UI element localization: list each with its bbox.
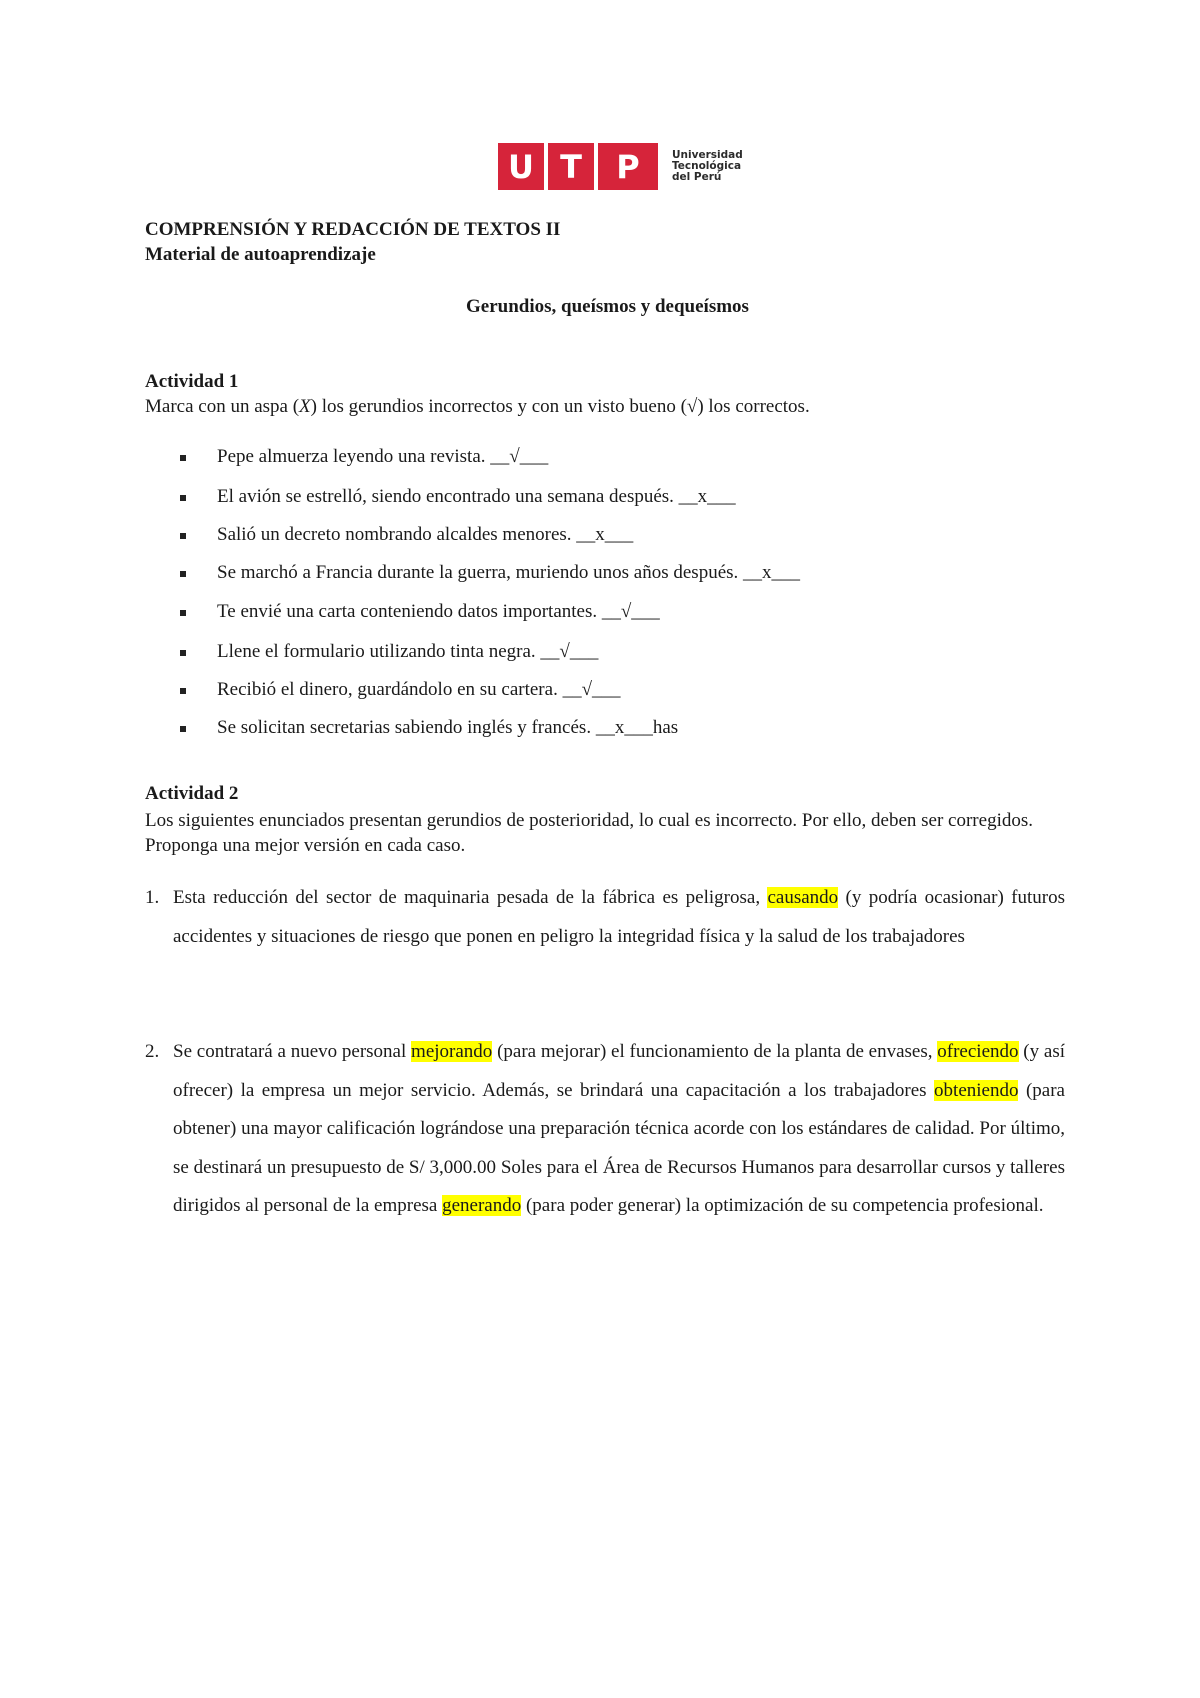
- bullet-icon: [180, 526, 192, 538]
- activity1-title: Actividad 1: [145, 371, 239, 392]
- item-text: Se contratará a nuevo personal: [173, 1041, 412, 1062]
- bullet-icon: [180, 719, 192, 731]
- instruction-part: Marca con un aspa (: [145, 396, 300, 417]
- instruction-part-x: X: [299, 396, 311, 417]
- logo-text-line: Universidad: [672, 149, 743, 161]
- highlighted-gerund: generando: [442, 1195, 522, 1216]
- item-text: (para mejorar) el funcionamiento de la planta de envases,: [492, 1041, 938, 1062]
- item-text: Esta reducción del sector de maquinaria pesada de la fábrica es peligrosa,: [173, 887, 768, 908]
- list-item: Recibió el dinero, guardándolo en su cartera. __√___: [217, 679, 621, 700]
- topic-heading: Gerundios, queísmos y dequeísmos: [466, 296, 749, 317]
- item-number: 2.: [145, 1041, 160, 1062]
- logo-wordmark: [672, 150, 743, 183]
- activity2-instruction: Los siguientes enunciados presentan gerundios de posterioridad, lo cual es incorrecto. Por ello, deben ser corregidos. Proponga una mejor versión en cada caso.: [145, 810, 1033, 856]
- instruction-part: ) los gerundios incorrectos y con un visto bueno (√) los correctos.: [310, 396, 810, 417]
- bullet-icon: [180, 643, 192, 655]
- activity1-instruction: [145, 396, 810, 418]
- logo-letter-p: P: [598, 143, 658, 190]
- highlighted-gerund: mejorando: [411, 1041, 493, 1062]
- logo-letter-u: U: [498, 143, 544, 190]
- bullet-icon: [180, 448, 192, 460]
- bullet-icon: [180, 564, 192, 576]
- list-item: Llene el formulario utilizando tinta negra. __√___: [217, 641, 599, 662]
- activity2-item-2: [173, 1033, 1065, 1226]
- list-item: Salió un decreto nombrando alcaldes menores. __x___: [217, 524, 634, 545]
- activity2-item-1: [173, 879, 1065, 956]
- item-text: (y podría ocasionar) futuros accidentes y situaciones de riesgo que ponen en peligro la integridad física y la salud de los trabajadores: [173, 887, 1065, 947]
- highlighted-gerund: obteniendo: [934, 1079, 1019, 1101]
- bullet-icon: [180, 488, 192, 500]
- logo-text-line: Tecnológica: [672, 160, 742, 172]
- item-text: (para poder generar) la optimización de su competencia profesional.: [521, 1195, 1044, 1216]
- bullet-icon: [180, 603, 192, 615]
- bullet-icon: [180, 681, 192, 693]
- course-title: COMPRENSIÓN Y REDACCIÓN DE TEXTOS II: [145, 219, 561, 240]
- list-item: Se solicitan secretarias sabiendo inglés y francés. __x___has: [217, 717, 679, 738]
- highlighted-gerund: causando: [767, 887, 839, 908]
- utp-logo: [498, 143, 743, 190]
- logo-letter-t: T: [548, 143, 594, 190]
- item-text: (y así ofrecer) la empresa un mejor servicio. Además, se brindará una capacitación a los trabajadores: [173, 1041, 1065, 1101]
- activity2-title: Actividad 2: [145, 783, 239, 804]
- item-text: (para obtener) una mayor calificación lográndose una preparación técnica acorde con los estándares de calidad. Por último, se destinará un presupuesto de S/ 3,000.00 Soles para el Área de Recursos Humanos para desarrollar cursos y talleres dirigidos al personal de la empresa: [173, 1079, 1065, 1216]
- highlighted-gerund: ofreciendo: [937, 1041, 1019, 1062]
- list-item: Se marchó a Francia durante la guerra, muriendo unos años después. __x___: [217, 562, 801, 583]
- list-item: El avión se estrelló, siendo encontrado una semana después. __x___: [217, 486, 736, 507]
- item-number: 1.: [145, 887, 160, 908]
- logo-text-line: del Perú: [672, 171, 722, 183]
- list-item: Pepe almuerza leyendo una revista. __√___: [217, 446, 549, 467]
- list-item: Te envié una carta conteniendo datos importantes. __√___: [217, 601, 660, 622]
- material-subtitle: Material de autoaprendizaje: [145, 244, 376, 265]
